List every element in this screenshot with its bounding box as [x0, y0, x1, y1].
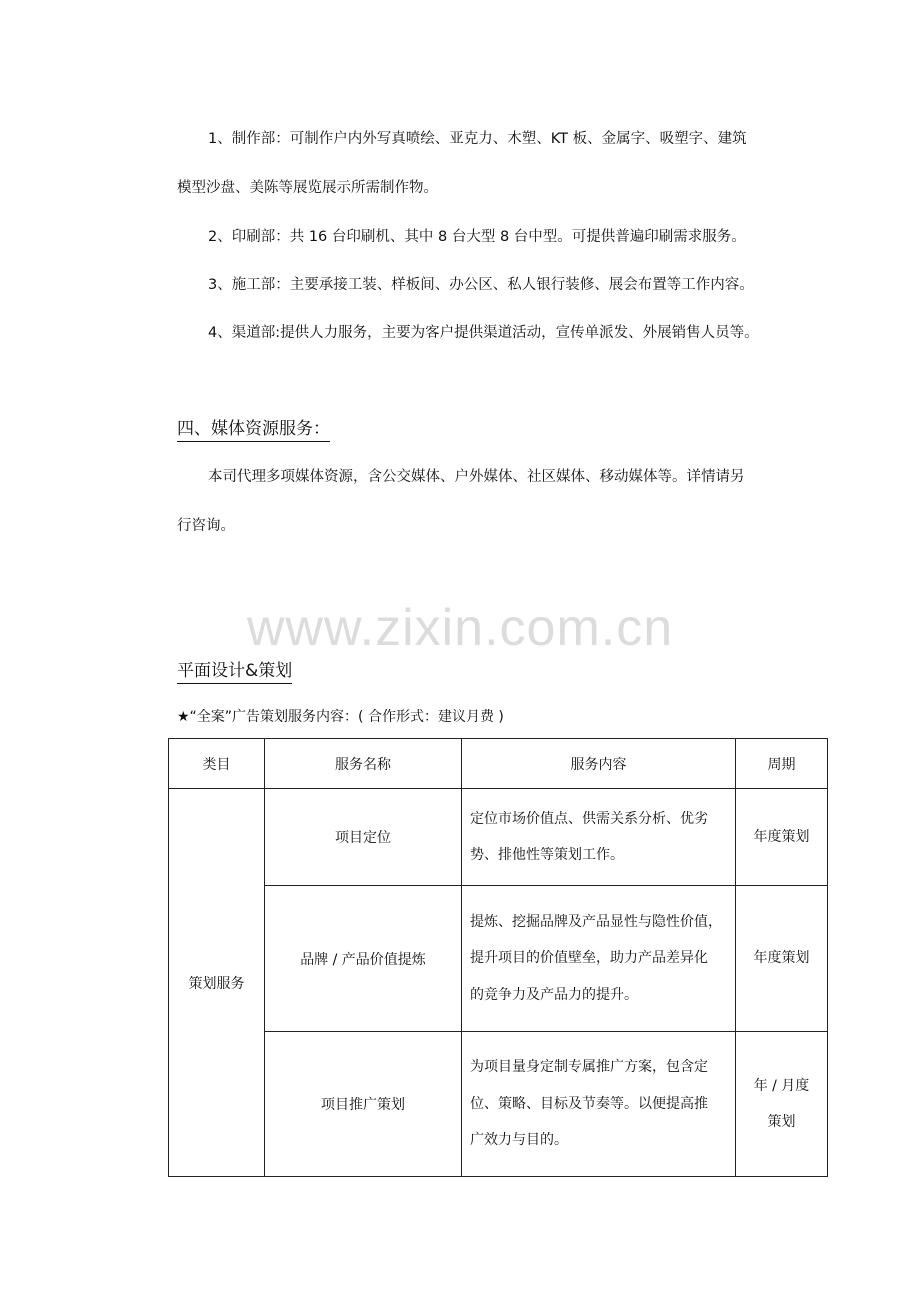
category-cell: 策划服务	[169, 789, 265, 1177]
content-line: 位、策略、目标及节奏等。以便提高推	[470, 1095, 708, 1112]
table-row	[169, 1032, 828, 1177]
table-row	[169, 789, 828, 886]
media-section-line-2: 行咨询。	[177, 518, 235, 534]
design-section-subtitle: ★“全案”广告策划服务内容：( 合作形式：建议月费 )	[177, 709, 504, 725]
media-section-title: 四、媒体资源服务：	[177, 414, 330, 442]
table-row	[169, 886, 828, 1032]
header-period: 周期	[736, 739, 828, 789]
period-cell: 年度策划	[736, 789, 828, 886]
service-name-cell: 品牌 / 产品价值提炼	[265, 886, 462, 1032]
period-cell: 年度策划	[736, 886, 828, 1032]
content-line: 定位市场价值点、供需关系分析、优劣	[470, 810, 708, 827]
content-line: 提升项目的价值壁垒，助力产品差异化	[470, 950, 708, 967]
dept-1-line-2: 模型沙盘、美陈等展览展示所需制作物。	[177, 180, 438, 196]
header-service-content: 服务内容	[462, 739, 736, 789]
period-line: 策划	[767, 1114, 796, 1130]
header-category: 类目	[169, 739, 265, 789]
content-line: 提炼、挖掘品牌及产品显性与隐性价值，	[470, 913, 722, 930]
service-name-cell: 项目定位	[265, 789, 462, 886]
service-content-cell	[462, 1032, 736, 1177]
content-line: 为项目量身定制专属推广方案，包含定	[470, 1059, 708, 1076]
period-line: 年 / 月度	[753, 1077, 810, 1094]
dept-3-line: 3、施工部：主要承接工装、样板间、办公区、私人银行装修、展会布置等工作内容。	[208, 277, 754, 293]
service-content-cell	[462, 886, 736, 1032]
dept-1-line-1: 1、制作部：可制作户内外写真喷绘、亚克力、木塑、KT 板、金属字、吸塑字、建筑	[208, 131, 747, 147]
service-table	[168, 738, 828, 1177]
content-line: 势、排他性等策划工作。	[470, 847, 624, 863]
dept-2-line: 2、印刷部：共 16 台印刷机、其中 8 台大型 8 台中型。可提供普遍印刷需求服务。	[208, 229, 746, 245]
content-line: 的竞争力及产品力的提升。	[470, 986, 638, 1003]
service-content-cell	[462, 789, 736, 886]
media-section-line-1: 本司代理多项媒体资源，含公交媒体、户外媒体、社区媒体、移动媒体等。详情请另	[208, 469, 745, 485]
dept-4-line: 4、渠道部:提供人力服务，主要为客户提供渠道活动，宣传单派发、外展销售人员等。	[208, 325, 759, 341]
service-name-cell: 项目推广策划	[265, 1032, 462, 1177]
watermark: www.zixin.com.cn	[246, 599, 674, 657]
header-service-name: 服务名称	[265, 739, 462, 789]
content-line: 广效力与目的。	[470, 1132, 568, 1149]
design-section-title: 平面设计&策划	[177, 656, 292, 684]
period-cell	[736, 1032, 828, 1177]
table-header-row	[169, 739, 828, 789]
